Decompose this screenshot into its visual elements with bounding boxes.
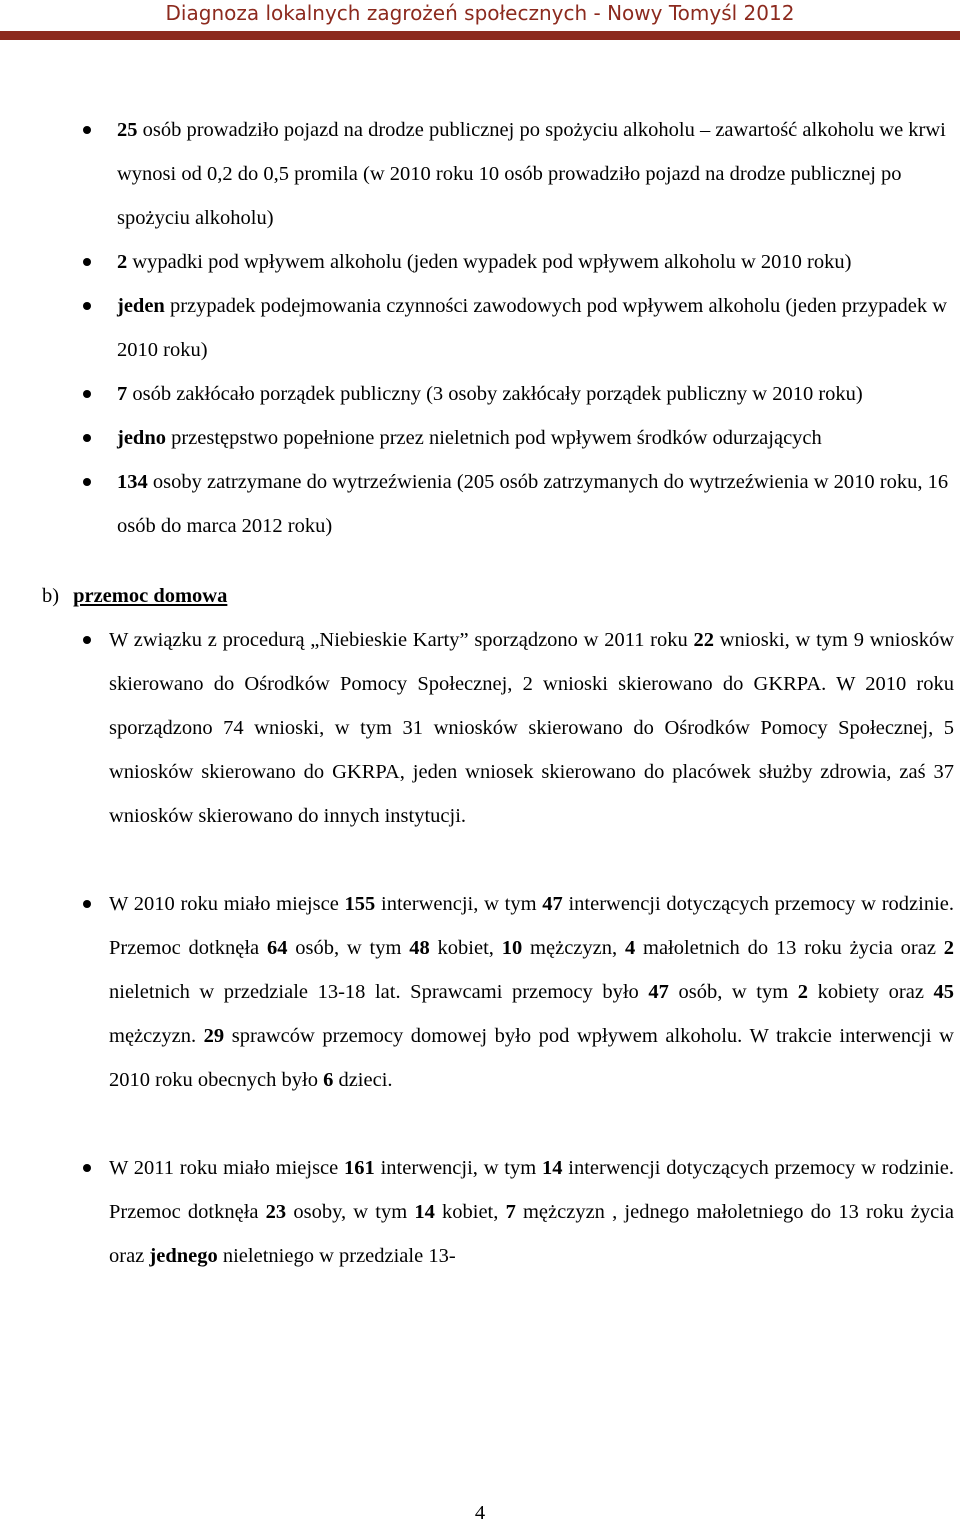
item-highlight: 155 (344, 893, 376, 915)
item-highlight: 7 (505, 1201, 516, 1223)
bullet-icon (83, 302, 91, 310)
item-text: W 2010 roku miało miejsce (109, 893, 345, 915)
item-text: sprawców przemocy domowej było pod wpływem alkoholu. W trakcie interwencji w 2010 roku obecnych było (109, 1025, 954, 1091)
list-item (0, 416, 960, 460)
item-highlight: 22 (693, 629, 715, 651)
item-highlight: 6 (323, 1069, 334, 1091)
item-highlight: 2 (797, 981, 808, 1003)
item-highlight: jednego (149, 1245, 218, 1267)
item-highlight: jeden (117, 295, 165, 317)
bullet-icon (83, 636, 91, 644)
item-highlight: 29 (203, 1025, 225, 1047)
list-item (0, 882, 960, 1102)
item-highlight: 2 (943, 937, 954, 959)
list-item (0, 618, 960, 838)
item-text: nieletniego w przedziale 13- (217, 1245, 456, 1267)
item-text: osób zakłócało porządek publiczny (3 osoby zakłócały porządek publiczny w 2010 roku) (127, 383, 863, 405)
item-text: interwencji, w tym (375, 893, 543, 915)
item-highlight: 25 (117, 119, 138, 141)
item-text: W 2011 roku miało miejsce (109, 1157, 345, 1179)
list-item (0, 372, 960, 416)
item-highlight: 4 (624, 937, 636, 959)
section-letter: b) (42, 585, 60, 607)
section-title: przemoc domowa (73, 585, 228, 607)
section-heading (0, 574, 960, 618)
item-text: kobiet, (429, 937, 502, 959)
item-highlight: 47 (542, 893, 563, 915)
item-text: kobiety oraz (808, 981, 934, 1003)
item-highlight: 14 (541, 1157, 563, 1179)
item-text: osób, w tym (287, 937, 410, 959)
bullet-icon (83, 478, 91, 486)
bullet-icon (83, 258, 91, 266)
list-item (0, 284, 960, 372)
item-text: przypadek podejmowania czynności zawodowych pod wpływem alkoholu (jeden przypadek w 2010 roku) (117, 295, 948, 361)
item-text: mężczyzn. (109, 1025, 204, 1047)
item-text: małoletnich do 13 roku życia oraz (635, 937, 944, 959)
list-item (0, 460, 960, 548)
item-highlight: 64 (266, 937, 288, 959)
list-item (0, 108, 960, 240)
bullet-icon (83, 126, 91, 134)
item-text: osób, w tym (668, 981, 798, 1003)
list-item (0, 240, 960, 284)
statistics-list (0, 108, 960, 548)
item-text: wypadki pod wpływem alkoholu (jeden wypadek pod wpływem alkoholu w 2010 roku) (127, 251, 852, 273)
item-highlight: 23 (265, 1201, 287, 1223)
item-text: W związku z procedurą „Niebieskie Karty” sporządzono w 2011 roku (109, 629, 694, 651)
item-text: przestępstwo popełnione przez nieletnich pod wpływem środków odurzających (165, 427, 822, 449)
item-text: interwencji dotyczących przemocy w rodzinie. Przemoc dotknęła (109, 893, 954, 959)
item-highlight: 47 (648, 981, 669, 1003)
item-text: osób prowadziło pojazd na drodze publicznej po spożyciu alkoholu – zawartość alkoholu we krwi wynosi od 0,2 do 0,5 promila (w 2010 roku 10 osób prowadziło pojazd na drodze publicznej po spożyciu alkoholu) (117, 119, 946, 229)
item-highlight: 48 (409, 937, 430, 959)
document-body (0, 108, 960, 1278)
list-item (0, 1146, 960, 1278)
item-highlight: 161 (344, 1157, 375, 1179)
bullet-icon (83, 390, 91, 398)
item-text: interwencji dotyczących przemocy w rodzinie. Przemoc dotknęła (109, 1157, 954, 1223)
item-highlight: jedno (117, 427, 166, 449)
page-number: 4 (474, 1502, 486, 1524)
item-text: mężczyzn, (522, 937, 625, 959)
item-highlight: 10 (501, 937, 523, 959)
bullet-icon (83, 900, 91, 908)
item-highlight: 2 (117, 251, 128, 273)
domestic-violence-list (0, 618, 960, 1278)
item-text: dzieci. (333, 1069, 393, 1091)
bullet-icon (83, 434, 91, 442)
item-text: interwencji, w tym (374, 1157, 542, 1179)
item-highlight: 45 (933, 981, 954, 1003)
bullet-icon (83, 1164, 91, 1172)
item-text: wnioski, w tym 9 wniosków skierowano do Ośrodków Pomocy Społecznej, 2 wnioski skierowano do GKRPA. W 2010 roku sporządzono 74 wnioski, w tym 31 wniosków skierowano do Ośrodków Pomocy Społecznej, 5 wniosków skierowano do GKRPA, jeden wniosek skierowano do placówek służby zdrowia, zaś 37 wniosków skierowano do innych instytucji. (109, 629, 955, 827)
item-highlight: 7 (117, 383, 128, 405)
item-text: mężczyzn , jednego małoletniego do 13 roku życia oraz (109, 1201, 955, 1267)
header-rule (0, 31, 960, 40)
item-text: nieletnich w przedziale 13-18 lat. Sprawcami przemocy było (109, 981, 649, 1003)
item-highlight: 134 (117, 471, 148, 493)
item-text: osoby zatrzymane do wytrzeźwienia (205 osób zatrzymanych do wytrzeźwienia w 2010 roku, 16 osób do marca 2012 roku) (117, 471, 949, 537)
item-text: osoby, w tym (286, 1201, 415, 1223)
item-text: kobiet, (434, 1201, 506, 1223)
item-highlight: 14 (414, 1201, 435, 1223)
header-title: Diagnoza lokalnych zagrożeń społecznych - Nowy Tomyśl 2012 (165, 1, 795, 25)
